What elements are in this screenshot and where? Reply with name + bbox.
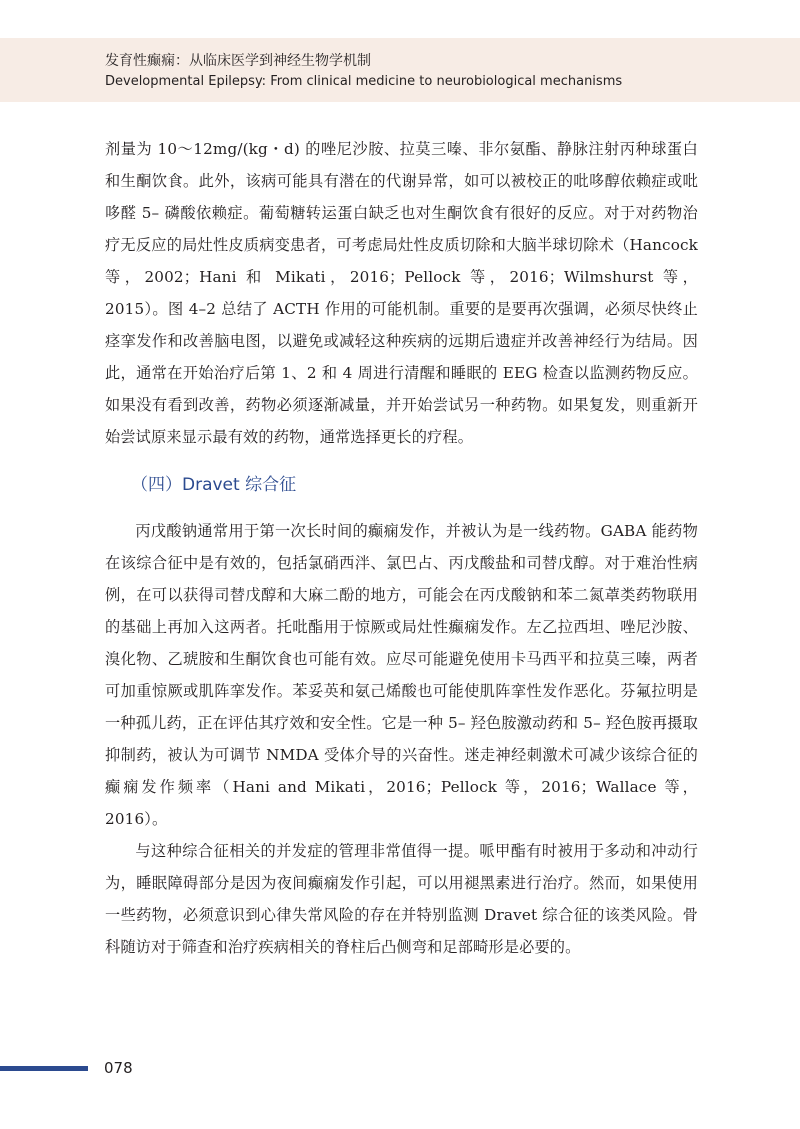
paragraph-dravet-treatment: 丙戊酸钠通常用于第一次长时间的癫痫发作，并被认为是一线药物。GABA 能药物在该综合征中是有效的，包括氯硝西泮、氯巴占、丙戊酸盐和司替戊醇。对于难治性病例，在可以获得司替戊醇和大麻二酚的地方，可能会在丙戊酸钠和苯二氮䓬类药物联用的基础上再加入这两者。托吡酯用于惊厥或局灶性癫痫发作。左乙拉西坦、唑尼沙胺、溴化物、乙琥胺和生酮饮食也可能有效。应尽可能避免使用卡马西平和拉莫三嗪，两者可加重惊厥或肌阵挛发作。苯妥英和氨己烯酸也可能使肌阵挛性发作恶化。芬氟拉明是一种孤儿药，正在评估其疗效和安全性。它是一种 5– 羟色胺激动药和 5– 羟色胺再摄取抑制药，被认为可调节 NMDA 受体介导的兴奋性。迷走神经刺激术可减少该综合征的癫痫发作频率（Hani and Mikati，2016；Pellock 等，2016；Wallace 等，2016）。: [105, 522, 698, 828]
section-heading-dravet: （四）Dravet 综合征: [131, 475, 297, 495]
paragraph-continued: 剂量为 10～12mg/(kg・d) 的唑尼沙胺、拉莫三嗪、非尔氨酯、静脉注射丙种球蛋白和生酮饮食。此外，该病可能具有潜在的代谢异常，如可以被校正的吡哆醇依赖症或吡哆醛 5– 磷酸依赖症。葡萄糖转运蛋白缺乏也对生酮饮食有很好的反应。对于对药物治疗无反应的局灶性皮质病变患者，可考虑局灶性皮质切除和大脑半球切除术（Hancock 等，2002；Hani 和 Mikati，2016；Pellock 等，2016；Wilmshurst 等，2015）。图 4–2 总结了 ACTH 作用的可能机制。重要的是要再次强调，必须尽快终止痉挛发作和改善脑电图，以避免或减轻这种疾病的远期后遗症并改善神经行为结局。因此，通常在开始治疗后第 1、2 和 4 周进行清醒和睡眠的 EEG 检查以监测药物反应。如果没有看到改善，药物必须逐渐减量，并开始尝试另一种药物。如果复发，则重新开始尝试原来显示最有效的药物，通常选择更长的疗程。: [105, 140, 698, 446]
header-title-english: Developmental Epilepsy: From clinical medicine to neurobiological mechanisms: [105, 74, 623, 89]
footer-accent-bar: [0, 1066, 88, 1071]
paragraph-complications: 与这种综合征相关的并发症的管理非常值得一提。哌甲酯有时被用于多动和冲动行为，睡眠障碍部分是因为夜间癫痫发作引起，可以用褪黑素进行治疗。然而，如果使用一些药物，必须意识到心律失常风险的存在并特别监测 Dravet 综合征的该类风险。骨科随访对于筛查和治疗疾病相关的脊柱后凸侧弯和足部畸形是必要的。: [105, 842, 698, 956]
header-title-chinese: 发育性癫痫：从临床医学到神经生物学机制: [105, 53, 371, 69]
page-number: 078: [104, 1059, 133, 1077]
page-body: [105, 133, 698, 963]
running-header: [0, 38, 800, 102]
